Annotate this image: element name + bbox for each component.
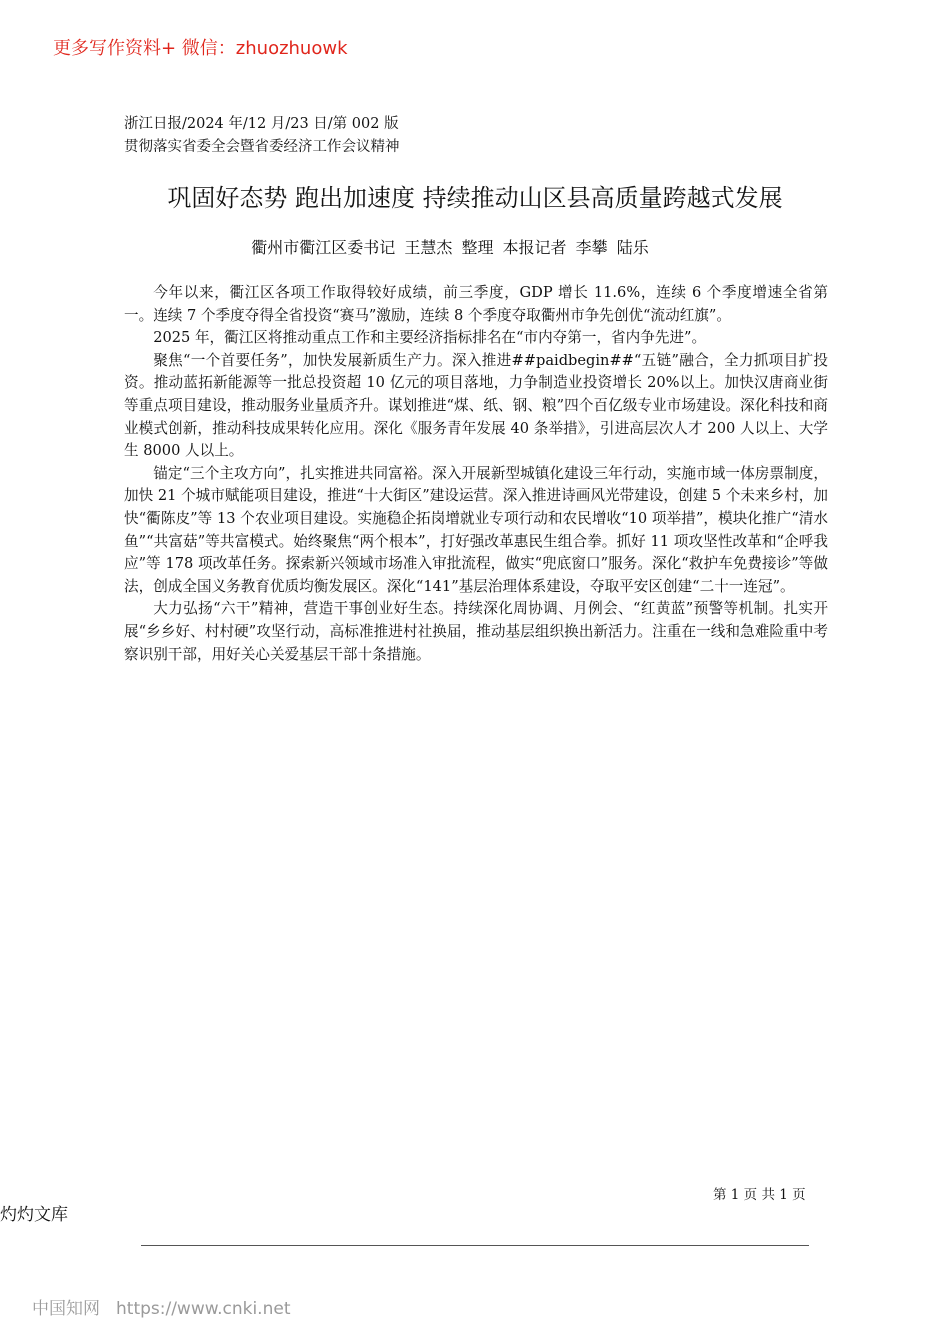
footer-watermark bbox=[32, 1294, 290, 1319]
footer-divider bbox=[141, 1245, 809, 1246]
library-label: 灼灼文库 bbox=[0, 1205, 68, 1225]
paragraph-4: 锚定“三个主攻方向”，扎实推进共同富裕。深入开展新型城镇化建设三年行动，实施市域一体房票制度，加快 21 个城市赋能项目建设，推进“十大街区”建设运营。深入推进诗画风光带建设，创建 5 个未来乡村，加快“衢陈皮”等 13 个农业项目建设。实施稳企拓岗增就业专项行动和农民增收“10 项举措”，模块化推广“清水鱼”“共富菇”等共富模式。始终聚焦“两个根本”，打好强改革惠民生组合拳。抓好 11 项攻坚性改革和“企呼我应”等 178 项改革任务。探索新兴领域市场准入审批流程，做实“兜底窗口”服务。深化“救护车免费接诊”等做法，创成全国义务教育优质均衡发展区。深化“141”基层治理体系建设，夺取平安区创建“二十一连冠”。 bbox=[124, 464, 828, 595]
article-byline: 衢州市衢江区委书记 王慧杰 整理 本报记者 李攀 陆乐 bbox=[251, 238, 649, 257]
footer-url[interactable]: https://www.cnki.net bbox=[116, 1299, 291, 1319]
article-title: 巩固好态势 跑出加速度 持续推动山区县高质量跨越式发展 bbox=[167, 184, 783, 212]
paragraph-5: 大力弘扬“六干”精神，营造干事创业好生态。持续深化周协调、月例会、“红黄蓝”预警等机制。扎实开展“乡乡好、村村硬”攻坚行动，高标准推进村社换届，推动基层组织换出新活力。注重在一线和急难险重中考察识别干部，用好关心关爱基层干部十条措施。 bbox=[124, 600, 828, 663]
article-body bbox=[124, 282, 828, 666]
column-line: 贯彻落实省委全会暨省委经济工作会议精神 bbox=[124, 139, 400, 155]
paragraph-1: 今年以来，衢江区各项工作取得较好成绩，前三季度，GDP 增长 11.6%，连续 6 个季度增速全省第一。连续 7 个季度夺得全省投资“赛马”激励，连续 8 个季度夺取衢州市争先创优“流动红旗”。 bbox=[124, 284, 828, 324]
promo-banner[interactable]: 更多写作资料+ 微信：zhuozhuowk bbox=[53, 38, 348, 59]
source-line: 浙江日报/2024 年/12 月/23 日/第 002 版 bbox=[124, 116, 399, 132]
paragraph-2: 2025 年，衢江区将推动重点工作和主要经济指标排名在“市内夺第一，省内争先进”。 bbox=[153, 329, 707, 347]
paragraph-3: 聚焦“一个首要任务”，加快发展新质生产力。深入推进##paidbegin##“五链”融合，全力抓项目扩投资。推动蓝拓新能源等一批总投资超 10 亿元的项目落地，力争制造业投资增长 20%以上。加快汉唐商业街等重点项目建设，推动服务业量质齐升。谋划推进“煤、纸、钢、粮”四个百亿级专业市场建设。深化科技和商业模式创新，推动科技成果转化应用。深化《服务青年发展 40 条举措》，引进高层次人才 200 人以上、大学生 8000 人以上。 bbox=[124, 351, 828, 460]
footer-site: 中国知网 bbox=[32, 1299, 100, 1319]
page-number: 第 1 页 共 1 页 bbox=[713, 1187, 806, 1203]
